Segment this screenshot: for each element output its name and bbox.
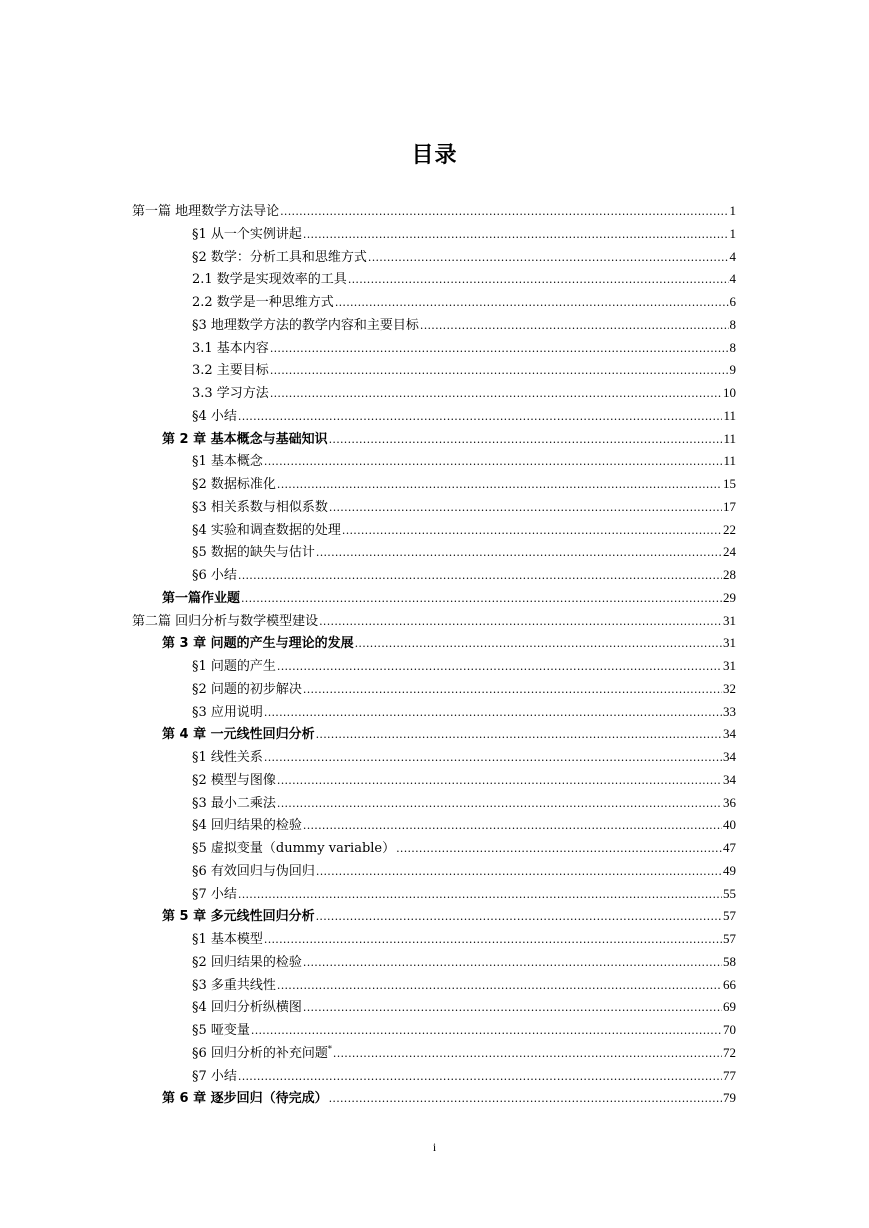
dot-leader [342,520,722,543]
toc-entry-title: 第一篇 地理数学方法导论 [132,204,280,219]
toc-entry-page: 33 [723,703,736,719]
toc-entry-title: §4 实验和调查数据的处理 [192,522,341,538]
toc-entry-page: 69 [723,999,736,1015]
toc-entry-page: 1 [729,225,736,241]
dot-leader [420,315,729,338]
toc-entry[interactable] [162,1087,736,1110]
toc-entry[interactable] [162,428,736,451]
dot-leader [277,656,722,679]
toc-entry-page: 29 [723,589,736,605]
toc-entry-page: 66 [723,976,736,992]
toc-entry-page: 58 [723,953,736,969]
toc-entry[interactable] [192,837,736,860]
toc-entry-page: 4 [729,248,736,264]
toc-entry-title: §5 虚拟变量（dummy variable） [192,841,396,856]
dot-leader [241,588,722,611]
toc-entry-page: 17 [723,498,736,514]
dot-leader [238,565,722,588]
toc-entry-title: §6 有效回归与伪回归 [192,863,315,879]
toc-entry-title: 第 3 章 问题的产生与理论的发展 [162,636,354,652]
toc-entry-page: 36 [723,794,736,810]
toc-entry-title: §5 数据的缺失与估计 [192,545,315,561]
dot-leader [270,360,729,383]
toc-entry-page: 15 [723,476,736,491]
toc-entry[interactable] [192,814,736,837]
toc-entry-title: 第一篇作业题 [162,590,241,606]
toc-entry-page: 77 [723,1067,736,1083]
toc-entry-page: 32 [723,680,736,696]
toc-entry[interactable] [192,359,736,382]
toc-entry[interactable] [162,587,736,610]
dot-leader [335,292,729,315]
toc-entry-title: 第 6 章 逐步回归（待完成） [162,1091,328,1107]
toc-entry-page: 31 [723,635,736,651]
toc-entry-page: 72 [723,1044,736,1060]
dot-leader [319,611,722,634]
toc-entry-title: §1 基本模型 [192,932,263,947]
toc-entry-page: 11 [723,430,736,446]
toc-entry-title: 3.2 主要目标 [192,363,269,379]
toc-entry-title: §3 地理数学方法的教学内容和主要目标 [192,317,419,333]
toc-entry-page: 6 [729,294,736,309]
page-title: 目录 [411,143,458,168]
toc-entry[interactable] [192,928,736,951]
toc-entry-page: 11 [723,453,736,469]
dot-leader [329,429,723,452]
toc-entry-title: §3 多重共线性 [192,977,276,993]
toc-entry-title: §1 问题的产生 [192,659,276,674]
toc-entry-page: 24 [723,544,736,560]
toc-entry-title: §2 问题的初步解决 [192,681,302,697]
dot-leader [316,542,722,565]
toc-entry[interactable] [192,382,736,405]
toc-entry-page: 34 [723,749,736,764]
toc-entry-page: 28 [723,567,736,582]
toc-entry[interactable] [192,405,736,428]
toc-entry[interactable] [192,746,736,769]
toc-entry[interactable] [192,541,736,564]
toc-entry-page: 47 [723,840,736,855]
toc-entry-page: 22 [723,521,736,537]
toc-entry-title: §3 相关系数与相似系数 [192,499,328,515]
dot-leader [316,906,722,929]
dot-leader [303,224,729,247]
toc-entry-title: §3 应用说明 [192,704,263,720]
toc-entry-page: 10 [723,385,736,400]
toc-entry[interactable] [192,1042,736,1065]
dot-leader [355,633,722,656]
dot-leader [396,838,722,861]
dot-leader [303,679,722,702]
toc-entry[interactable] [162,723,736,746]
toc-entry-page: 49 [723,862,736,878]
toc-entry[interactable] [192,951,736,974]
dot-leader [303,997,722,1020]
toc-entry[interactable] [192,883,736,906]
toc-entry-page: 9 [729,362,736,378]
dot-leader [238,406,723,429]
toc-entry[interactable] [192,1065,736,1088]
toc-entry[interactable] [192,314,736,337]
dot-leader [333,1043,722,1066]
dot-leader [280,201,728,224]
toc-entry-title: 2.1 数学是实现效率的工具 [192,272,347,288]
toc-entry-title: §1 基本概念 [192,454,263,470]
toc-entry[interactable] [192,655,736,678]
dot-leader [277,770,722,793]
toc-entry[interactable] [132,200,736,223]
toc-entry-title: §1 线性关系 [192,750,263,765]
dot-leader [277,474,722,497]
toc-entry[interactable] [192,860,736,883]
toc-entry[interactable] [192,974,736,997]
dot-leader [277,793,722,816]
dot-leader [238,1066,722,1089]
dot-leader [316,724,722,747]
toc-entry-title: §6 回归分析的补充问题* [192,1044,332,1061]
toc-entry-title: 3.3 学习方法 [192,386,269,401]
dot-leader [238,884,722,907]
toc-entry-title: 2.2 数学是一种思维方式 [192,295,334,310]
toc-entry-page: 1 [729,203,736,218]
toc-entry-title: §4 小结 [192,408,237,424]
toc-entry[interactable] [192,792,736,815]
toc-entry[interactable] [192,564,736,587]
toc-entry-title: 第 4 章 一元线性回归分析 [162,727,315,743]
toc-entry-title: §2 回归结果的检验 [192,954,302,970]
dot-leader [329,497,722,520]
toc-entry-title: §1 从一个实例讲起 [192,226,302,242]
toc-entry-page: 31 [723,612,736,628]
toc-entry[interactable] [192,996,736,1019]
toc-entry[interactable] [192,291,736,314]
toc-entry-page: 34 [723,771,736,787]
toc-entry-title: §5 哑变量 [192,1023,250,1038]
toc-entry-title: §4 回归分析纵横图 [192,1000,302,1016]
toc-entry-title: §2 数学：分析工具和思维方式 [192,249,367,265]
toc-entry-title: §2 模型与图像 [192,772,276,788]
toc-entry[interactable] [192,268,736,291]
toc-entry[interactable] [192,496,736,519]
toc-entry-page: 57 [723,908,736,924]
toc-entry-title: §6 小结 [192,568,237,583]
toc-entry[interactable] [192,223,736,246]
dot-leader [264,747,722,770]
toc-entry-page: 4 [729,271,736,287]
toc-entry-title: §7 小结 [192,1068,237,1084]
toc-entry[interactable] [162,632,736,655]
toc-entry[interactable] [132,610,736,633]
toc-entry[interactable] [192,769,736,792]
toc-entry-title: 第 2 章 基本概念与基础知识 [162,431,328,447]
dot-leader [264,451,723,474]
toc-entry-page: 70 [723,1022,736,1037]
toc-entry-page: 8 [729,339,736,355]
toc-entry-page: 57 [723,931,736,946]
dot-leader [270,338,729,361]
dot-leader [264,702,722,725]
toc-entry-footnote-mark: * [327,1044,332,1054]
dot-leader [368,247,729,270]
toc-entry[interactable] [162,905,736,928]
toc-entry-page: 40 [723,817,736,833]
toc-entry-title: §7 小结 [192,886,237,902]
toc-entry[interactable] [192,1019,736,1042]
toc-entry[interactable] [192,246,736,269]
dot-leader [329,1088,722,1111]
toc-entry-page: 34 [723,726,736,742]
toc-entry-title: §3 最小二乘法 [192,795,276,811]
dot-leader [251,1020,722,1043]
toc-entry-title: 第 5 章 多元线性回归分析 [162,909,315,925]
toc-entry[interactable] [192,450,736,473]
toc-entry[interactable] [192,519,736,542]
dot-leader [348,269,729,292]
toc-entry[interactable] [192,337,736,360]
toc-entry[interactable] [192,701,736,724]
toc-entry-title: 第二篇 回归分析与数学模型建设 [132,613,319,629]
toc-entry[interactable] [192,678,736,701]
toc-entry-page: 8 [729,316,736,332]
toc-entry-page: 11 [723,407,736,423]
dot-leader [316,861,722,884]
toc-entry-title: §2 数据标准化 [192,477,276,492]
page-number: i [432,1140,437,1154]
toc-entry-page: 55 [723,885,736,901]
dot-leader [270,383,722,406]
dot-leader [264,929,722,952]
dot-leader [303,952,722,975]
dot-leader [303,815,722,838]
toc-entry-title: §4 回归结果的检验 [192,818,302,834]
toc-entry-page: 79 [723,1090,736,1106]
toc-entry-title: 3.1 基本内容 [192,340,269,356]
toc-entry-page: 31 [723,658,736,673]
toc-entry[interactable] [192,473,736,496]
dot-leader [277,975,722,998]
